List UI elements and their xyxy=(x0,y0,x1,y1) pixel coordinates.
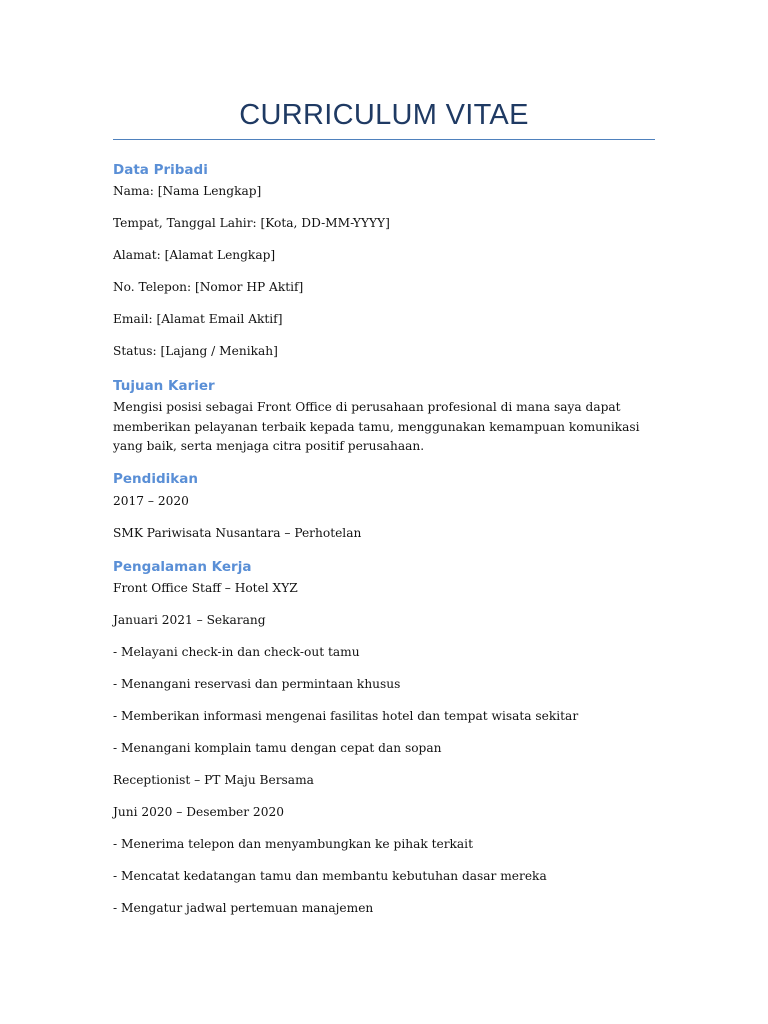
job-duty: - Menangani komplain tamu dengan cepat dan sopan xyxy=(113,741,442,755)
personal-status: Status: [Lajang / Menikah] xyxy=(113,344,278,358)
section-heading-pengalaman-kerja: Pengalaman Kerja xyxy=(113,559,252,575)
personal-email: Email: [Alamat Email Aktif] xyxy=(113,312,283,326)
section-heading-pendidikan: Pendidikan xyxy=(113,471,198,487)
job-duty: - Menangani reservasi dan permintaan khusus xyxy=(113,677,401,691)
job-period: Januari 2021 – Sekarang xyxy=(113,613,266,627)
education-period: 2017 – 2020 xyxy=(113,494,189,508)
section-heading-data-pribadi: Data Pribadi xyxy=(113,162,208,178)
document-title: CURRICULUM VITAE xyxy=(239,99,529,131)
personal-birth: Tempat, Tanggal Lahir: [Kota, DD-MM-YYYY] xyxy=(113,216,390,230)
job-duty: - Melayani check-in dan check-out tamu xyxy=(113,645,360,659)
job-duty: - Menerima telepon dan menyambungkan ke pihak terkait xyxy=(113,837,473,851)
job-position: Receptionist – PT Maju Bersama xyxy=(113,773,314,787)
personal-phone: No. Telepon: [Nomor HP Aktif] xyxy=(113,280,304,294)
job-duty: - Mencatat kedatangan tamu dan membantu kebutuhan dasar mereka xyxy=(113,869,547,883)
education-school: SMK Pariwisata Nusantara – Perhotelan xyxy=(113,526,362,540)
personal-name: Nama: [Nama Lengkap] xyxy=(113,184,262,198)
section-heading-tujuan-karier: Tujuan Karier xyxy=(113,378,215,394)
title-divider xyxy=(113,139,655,140)
job-duty: - Mengatur jadwal pertemuan manajemen xyxy=(113,901,374,915)
job-period: Juni 2020 – Desember 2020 xyxy=(113,805,284,819)
personal-address: Alamat: [Alamat Lengkap] xyxy=(113,248,276,262)
job-position: Front Office Staff – Hotel XYZ xyxy=(113,581,298,595)
job-duty: - Memberikan informasi mengenai fasilitas hotel dan tempat wisata sekitar xyxy=(113,709,579,723)
career-objective-text: Mengisi posisi sebagai Front Office di perusahaan profesional di mana saya dapat memberikan pelayanan terbaik kepada tamu, menggunakan kemampuan komunikasi yang baik, serta menjaga citra positif perusahaan. xyxy=(113,400,640,453)
